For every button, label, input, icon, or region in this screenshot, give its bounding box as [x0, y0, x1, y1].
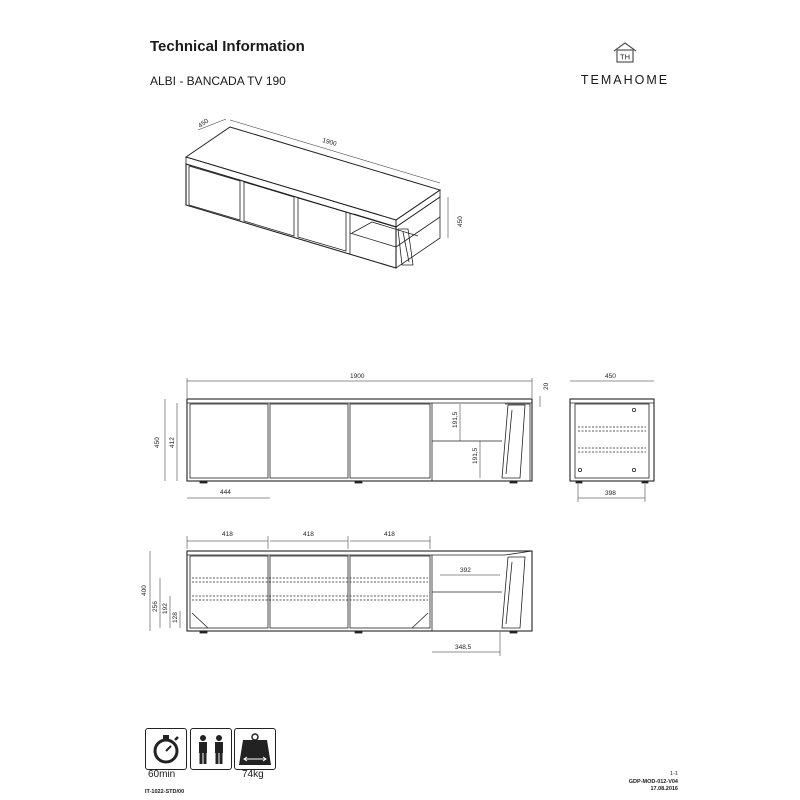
- two-people-icon: [191, 729, 231, 769]
- dim-door-width: 444: [220, 489, 231, 496]
- dim-back-comp-2: 418: [303, 531, 314, 538]
- logo-glyph: TH: [620, 52, 630, 62]
- assembly-time-box: [145, 728, 187, 770]
- weight-box: [234, 728, 276, 770]
- assembly-people-box: [190, 728, 232, 770]
- dim-back-comp-1: 418: [222, 531, 233, 538]
- dim-side-inner: 398: [605, 490, 616, 497]
- dim-back-shelf: 392: [460, 567, 471, 574]
- dim-shelf-lower: 191,5: [472, 447, 479, 464]
- dim-front-height-total: 450: [154, 437, 161, 448]
- dim-back-256: 256: [152, 601, 159, 612]
- page-number: 1-1: [670, 771, 678, 777]
- doc-code: GDP-MOD-012-V04: [628, 779, 678, 785]
- assembly-time: 60min: [148, 769, 176, 780]
- stopwatch-icon: [146, 729, 186, 769]
- back-view: [150, 536, 532, 656]
- weight-badge: max.: [244, 746, 266, 756]
- page-title: Technical Information: [150, 38, 305, 55]
- dim-iso-width: 1900: [321, 137, 338, 148]
- dim-back-comp-3: 418: [384, 531, 395, 538]
- dim-iso-depth: 450: [197, 117, 211, 130]
- dim-front-height-body: 412: [169, 437, 176, 448]
- doc-date: 17.08.2016: [650, 786, 678, 792]
- dim-shelf-upper: 191,5: [452, 411, 459, 428]
- form-code: IT-1022-STD/00: [145, 789, 185, 795]
- dim-iso-height: 450: [457, 216, 464, 227]
- weight-icon: [235, 729, 275, 769]
- dim-front-width: 1900: [350, 373, 365, 380]
- dim-back-128: 128: [172, 612, 179, 623]
- side-view: [570, 381, 654, 502]
- isometric-view: [186, 119, 448, 268]
- dim-back-height: 400: [141, 585, 148, 596]
- dim-top-thickness: 20: [543, 382, 550, 390]
- dim-back-bottom: 348,5: [455, 644, 472, 651]
- dim-side-depth: 450: [605, 373, 616, 380]
- logo-text: TEMAHOME: [580, 73, 670, 87]
- product-name: ALBI - BANCADA TV 190: [150, 74, 286, 88]
- dim-back-192: 192: [162, 603, 169, 614]
- front-view: [165, 378, 540, 498]
- assembly-weight: 74kg: [242, 769, 264, 780]
